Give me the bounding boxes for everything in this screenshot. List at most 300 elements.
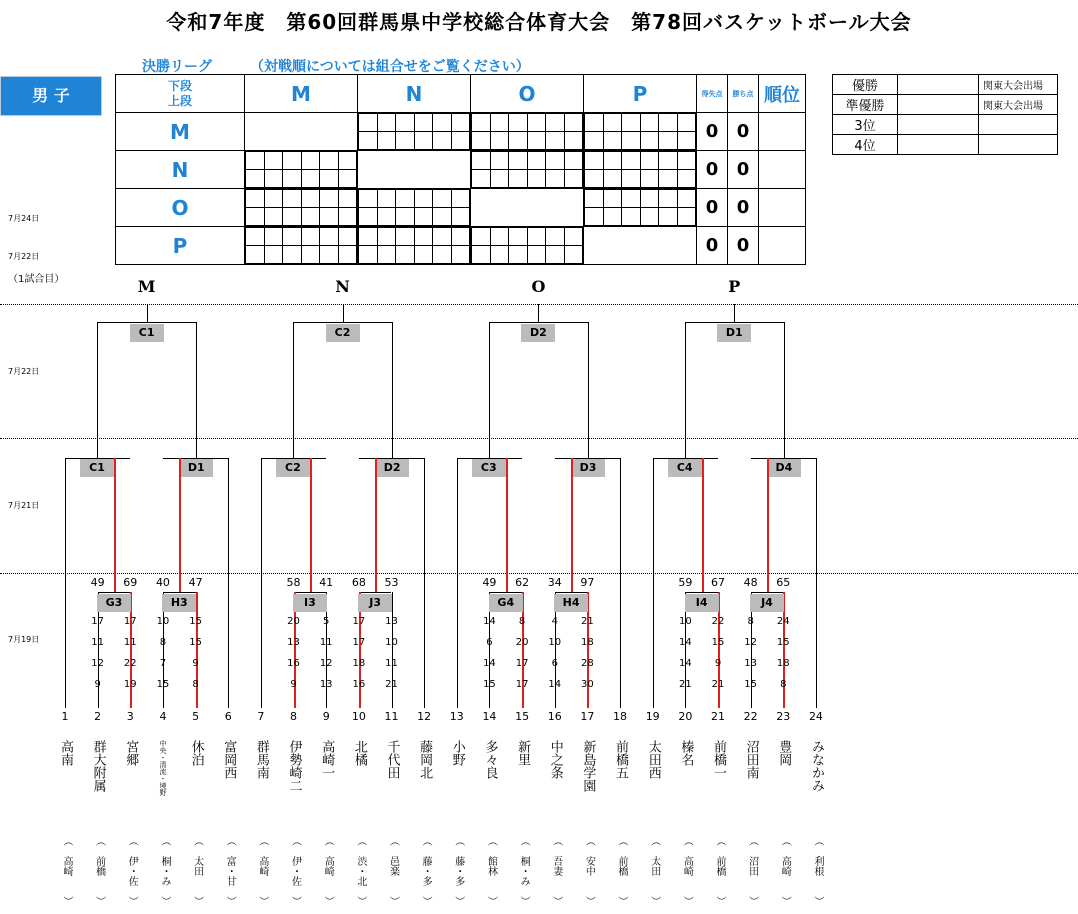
lost-points: 0 — [697, 113, 728, 151]
quarter-score: 15 — [189, 616, 202, 627]
paren: （ — [191, 836, 203, 846]
bracket-line — [359, 592, 392, 593]
team-area: 富・甘 — [224, 856, 236, 886]
seed-number: 15 — [515, 710, 530, 723]
paren: ） — [420, 896, 432, 906]
team-area: 邑楽 — [387, 856, 399, 876]
seed-number: 7 — [257, 710, 265, 723]
paren: （ — [224, 836, 236, 846]
paren: （ — [485, 836, 497, 846]
paren: （ — [289, 836, 301, 846]
bracket-line — [228, 458, 229, 708]
corner-upper: 上段 — [167, 93, 192, 108]
quarter-score: 10 — [548, 637, 562, 648]
team-area: 高崎 — [322, 856, 334, 876]
paren: ） — [256, 896, 268, 906]
match-box: I4 — [685, 594, 719, 612]
bracket-line — [555, 592, 588, 593]
paren: （ — [93, 836, 105, 846]
quarter-score: 17 — [352, 616, 366, 627]
game-score: 49 — [90, 576, 105, 589]
paren: ） — [126, 896, 138, 906]
quarter-score: 15 — [483, 679, 496, 690]
seed-number: 11 — [384, 710, 399, 723]
bracket-line — [163, 592, 196, 593]
team-area: 太田 — [191, 856, 203, 876]
lost-points-head: 得失点 — [697, 75, 728, 113]
bracket-line — [293, 322, 294, 458]
quarter-score: 12 — [744, 637, 757, 648]
quarter-score: 13 — [319, 679, 333, 690]
game-score: 58 — [286, 576, 301, 589]
team-name: 中央・清流・境野 — [158, 740, 167, 796]
group-label: N — [335, 277, 350, 296]
team-area: 藤・多 — [452, 856, 464, 886]
date-label: 7月22日 — [8, 367, 40, 376]
game-score: 49 — [482, 576, 497, 589]
seed-number: 16 — [547, 710, 562, 723]
game-score: 40 — [155, 576, 170, 589]
quarter-score: 22 — [123, 658, 137, 669]
match-box: G4 — [489, 594, 523, 612]
team-name: 千代田 — [384, 740, 400, 779]
team-area: 桐・み — [518, 856, 530, 886]
bracket-line — [734, 304, 735, 322]
quarter-score: 22 — [711, 616, 725, 627]
team-name: 休泊 — [188, 740, 204, 766]
seed-number: 19 — [645, 710, 660, 723]
result-label: 3位 — [833, 115, 898, 135]
bracket-line — [424, 458, 425, 708]
quarter-score: 12 — [319, 658, 333, 669]
quarter-score: 8 — [159, 637, 167, 648]
team-name: 多々良 — [482, 740, 498, 779]
paren: （ — [387, 836, 399, 846]
quarter-score: 11 — [385, 658, 398, 669]
rank-head: 順位 — [759, 75, 806, 113]
quarter-score: 10 — [156, 616, 170, 627]
match-box: G3 — [97, 594, 131, 612]
seed-number: 4 — [159, 710, 167, 723]
game-score: 67 — [711, 576, 725, 589]
team-name: 小野 — [449, 740, 465, 766]
bracket-line — [816, 458, 817, 708]
game-score: 97 — [580, 576, 595, 589]
win-points: 0 — [728, 113, 759, 151]
match-box: C4 — [668, 459, 702, 477]
match-box: J4 — [750, 594, 784, 612]
quarter-score: 13 — [287, 637, 300, 648]
team-area: 吾妻 — [550, 856, 562, 876]
team-area: 藤・多 — [420, 856, 432, 886]
paren: （ — [158, 836, 170, 846]
winner-line — [310, 458, 312, 592]
quarter-score: 9 — [192, 658, 199, 669]
quarter-score: 24 — [776, 616, 790, 627]
team-name: 群馬南 — [253, 740, 269, 779]
quarter-score: 14 — [483, 616, 496, 627]
seed-number: 12 — [417, 710, 432, 723]
date-label: 7月22日 — [8, 252, 40, 261]
col-head-o: O — [471, 75, 584, 113]
seed-number: 3 — [126, 710, 134, 723]
team-area: 沼田 — [746, 856, 758, 876]
team-name: 藤岡北 — [417, 740, 433, 779]
quarter-score: 13 — [744, 658, 757, 669]
paren: ） — [485, 896, 497, 906]
row-head: O — [116, 189, 245, 227]
winner-line — [506, 458, 508, 592]
bracket-line — [784, 322, 785, 458]
game-score: 47 — [188, 576, 203, 589]
win-points: 0 — [728, 151, 759, 189]
match-box: J3 — [358, 594, 392, 612]
paren: ） — [746, 896, 758, 906]
row-head: P — [116, 227, 245, 265]
paren: （ — [714, 836, 725, 846]
quarter-score: 11 — [91, 637, 104, 648]
match-box: D3 — [571, 459, 605, 477]
quarter-score: 6 — [486, 637, 493, 648]
page-title: 令和7年度 第60回群馬県中学校総合体育大会 第78回バスケットボール大会 — [166, 10, 912, 34]
match-box: C2 — [326, 324, 360, 342]
quarter-score: 15 — [744, 679, 757, 690]
lost-points: 0 — [697, 227, 728, 265]
paren: （ — [681, 836, 693, 846]
paren: ） — [811, 896, 823, 906]
paren: ） — [387, 896, 399, 906]
match-box: D2 — [521, 324, 555, 342]
quarter-score: 15 — [156, 679, 170, 690]
team-area: 前橋 — [93, 856, 105, 876]
bracket-line — [343, 304, 344, 322]
paren: （ — [550, 836, 562, 846]
match-box: D1 — [179, 459, 213, 477]
paren: ） — [452, 896, 464, 906]
seed-number: 20 — [678, 710, 693, 723]
league-label: 決勝リーグ — [142, 59, 212, 75]
paren: （ — [779, 836, 791, 846]
bracket-line — [588, 322, 589, 458]
team-area: 渋・北 — [354, 856, 366, 886]
quarter-score: 13 — [385, 616, 398, 627]
quarter-score: 14 — [678, 658, 692, 669]
paren: ） — [779, 896, 791, 906]
seed-number: 24 — [808, 710, 823, 723]
team-area: 高崎 — [681, 856, 693, 876]
bracket-line — [457, 458, 458, 708]
quarter-score: 17 — [515, 679, 529, 690]
result-note: 関東大会出場 — [979, 75, 1058, 95]
game-score: 48 — [743, 576, 758, 589]
quarter-score: 30 — [581, 679, 594, 690]
game-score: 69 — [123, 576, 138, 589]
paren: （ — [354, 836, 366, 846]
gender-badge: 男 子 — [0, 76, 102, 116]
bracket-line — [97, 322, 196, 323]
team-area: 利根 — [811, 856, 823, 876]
game-score: 59 — [678, 576, 693, 589]
date-label: 7月19日 — [8, 635, 40, 644]
bracket-line — [261, 458, 262, 708]
league-note: （対戦順については組合せをご覧ください） — [250, 59, 530, 75]
seed-number: 22 — [743, 710, 758, 723]
quarter-score: 14 — [548, 679, 562, 690]
paren: （ — [616, 836, 628, 846]
paren: （ — [420, 836, 432, 846]
team-name: 高南 — [58, 740, 73, 766]
quarter-score: 14 — [483, 658, 496, 669]
quarter-score: 11 — [319, 637, 333, 648]
group-label: P — [728, 277, 741, 296]
game-score: 65 — [776, 576, 791, 589]
team-area: 伊・佐 — [289, 856, 301, 886]
quarter-score: 17 — [123, 616, 137, 627]
quarter-score: 11 — [123, 637, 137, 648]
bracket-line — [685, 322, 686, 458]
corner-lower: 下段 — [167, 78, 192, 93]
quarter-score: 18 — [776, 658, 790, 669]
bracket-line — [98, 592, 131, 593]
team-name: 高崎一 — [319, 740, 335, 779]
quarter-score: 15 — [711, 637, 725, 648]
row-head: M — [116, 113, 245, 151]
paren: ） — [518, 896, 530, 906]
seed-number: 18 — [613, 710, 628, 723]
group-label: O — [531, 277, 546, 296]
bracket-line — [392, 322, 393, 458]
team-name: 豊岡 — [776, 740, 792, 766]
quarter-score: 21 — [678, 679, 692, 690]
game-score: 53 — [384, 576, 399, 589]
date-label: 7月21日 — [8, 501, 40, 510]
paren: （ — [452, 836, 464, 846]
team-area: 高崎 — [61, 856, 72, 876]
match-box: D2 — [375, 459, 409, 477]
team-name: 中之条 — [547, 740, 563, 779]
team-name: 伊勢崎二 — [286, 740, 302, 792]
result-note: 関東大会出場 — [979, 95, 1058, 115]
game-score: 34 — [547, 576, 562, 589]
match-box: D1 — [717, 324, 751, 342]
team-area: 高崎 — [779, 856, 791, 876]
paren: ） — [714, 896, 725, 906]
date-label: 7月24日 — [8, 214, 40, 223]
paren: （ — [648, 836, 660, 846]
seed-number: 21 — [711, 710, 725, 723]
team-name: 新里 — [515, 740, 531, 766]
quarter-score: 8 — [518, 616, 526, 627]
team-area: 前橋 — [616, 856, 628, 876]
quarter-score: 15 — [189, 637, 202, 648]
paren: （ — [61, 836, 72, 846]
team-name: 北橘 — [351, 740, 367, 766]
winner-line — [179, 458, 181, 592]
paren: （ — [583, 836, 595, 846]
match-box: H3 — [162, 594, 196, 612]
quarter-score: 18 — [352, 658, 366, 669]
paren: ） — [550, 896, 562, 906]
bracket-line — [685, 592, 718, 593]
bracket-line — [685, 322, 784, 323]
seed-number: 9 — [322, 710, 330, 723]
bracket-line — [620, 458, 621, 708]
quarter-score: 16 — [287, 658, 300, 669]
paren: ） — [224, 896, 236, 906]
quarter-score: 15 — [776, 637, 790, 648]
game-number-label: （1試合目） — [8, 274, 65, 285]
game-score: 68 — [351, 576, 366, 589]
paren: ） — [191, 896, 203, 906]
team-name: 沼田南 — [743, 740, 759, 779]
quarter-score: 8 — [747, 616, 754, 627]
paren: ） — [289, 896, 301, 906]
quarter-score: 9 — [290, 679, 297, 690]
bracket-line — [147, 304, 148, 322]
result-label: 優勝 — [833, 75, 898, 95]
result-label: 4位 — [833, 135, 898, 155]
paren: ） — [354, 896, 366, 906]
team-name: 前橋五 — [613, 740, 629, 779]
bracket-line — [489, 592, 522, 593]
seed-number: 6 — [224, 710, 232, 723]
paren: （ — [518, 836, 530, 846]
quarter-score: 17 — [91, 616, 104, 627]
team-area: 館林 — [485, 856, 497, 876]
winner-line — [114, 458, 116, 592]
match-box: C1 — [80, 459, 114, 477]
paren: ） — [61, 896, 72, 906]
quarter-score: 9 — [94, 679, 101, 690]
paren: ） — [322, 896, 334, 906]
quarter-score: 8 — [192, 679, 199, 690]
lost-points: 0 — [697, 151, 728, 189]
quarter-score: 21 — [711, 679, 725, 690]
paren: （ — [811, 836, 823, 846]
quarter-score: 21 — [385, 679, 398, 690]
quarter-score: 21 — [581, 616, 594, 627]
win-points-head: 勝ち点 — [728, 75, 759, 113]
win-points: 0 — [728, 189, 759, 227]
team-area: 太田 — [648, 856, 660, 876]
winner-line — [767, 458, 769, 592]
bracket-line — [65, 458, 66, 708]
bracket-line — [293, 322, 392, 323]
team-name: 宮郷 — [123, 740, 139, 766]
team-name: みなかみ — [808, 740, 824, 792]
col-head-n: N — [358, 75, 471, 113]
bracket-line — [653, 458, 654, 708]
bracket-line — [751, 592, 784, 593]
team-area: 桐・み — [158, 856, 170, 886]
lost-points: 0 — [697, 189, 728, 227]
bracket-line — [294, 592, 327, 593]
seed-number: 1 — [61, 710, 69, 723]
game-score: 62 — [515, 576, 530, 589]
paren: ） — [583, 896, 595, 906]
game-score: 41 — [319, 576, 334, 589]
quarter-score: 17 — [515, 658, 529, 669]
quarter-score: 4 — [551, 616, 558, 627]
match-box: H4 — [554, 594, 588, 612]
bracket-line — [489, 322, 588, 323]
bracket-line — [489, 322, 490, 458]
quarter-score: 8 — [780, 679, 787, 690]
quarter-score: 9 — [714, 658, 722, 669]
seed-number: 13 — [449, 710, 464, 723]
quarter-score: 14 — [678, 637, 692, 648]
match-box: D4 — [767, 459, 801, 477]
team-area: 伊・佐 — [126, 856, 138, 886]
quarter-score: 12 — [91, 658, 104, 669]
paren: （ — [256, 836, 268, 846]
match-box: I3 — [293, 594, 327, 612]
group-label: M — [137, 277, 156, 296]
team-area: 高崎 — [256, 856, 268, 876]
winner-line — [375, 458, 377, 592]
quarter-score: 6 — [551, 658, 558, 669]
paren: ） — [681, 896, 693, 906]
win-points: 0 — [728, 227, 759, 265]
quarter-score: 7 — [159, 658, 167, 669]
seed-number: 10 — [351, 710, 366, 723]
quarter-score: 20 — [515, 637, 529, 648]
paren: （ — [746, 836, 758, 846]
team-name: 新島学園 — [580, 740, 596, 792]
team-name: 太田西 — [645, 740, 661, 779]
seed-number: 14 — [482, 710, 497, 723]
quarter-score: 10 — [385, 637, 398, 648]
winner-line — [571, 458, 573, 592]
match-box: C2 — [276, 459, 310, 477]
quarter-score: 16 — [352, 679, 366, 690]
seed-number: 8 — [290, 710, 298, 723]
paren: （ — [126, 836, 138, 846]
paren: （ — [322, 836, 334, 846]
paren: ） — [93, 896, 105, 906]
row-head: N — [116, 151, 245, 189]
team-name: 富岡西 — [221, 740, 237, 779]
col-head-m: M — [245, 75, 358, 113]
result-label: 準優勝 — [833, 95, 898, 115]
paren: ） — [158, 896, 170, 906]
team-name: 前橋一 — [711, 740, 726, 779]
paren: ） — [648, 896, 660, 906]
team-area: 安中 — [583, 856, 595, 876]
bracket-line — [97, 322, 98, 458]
winner-line — [702, 458, 704, 592]
col-head-p: P — [584, 75, 697, 113]
team-area: 前橋 — [714, 856, 725, 876]
seed-number: 2 — [94, 710, 102, 723]
bracket-line — [538, 304, 539, 322]
seed-number: 17 — [580, 710, 595, 723]
quarter-score: 20 — [287, 616, 300, 627]
paren: ） — [616, 896, 628, 906]
match-box: C1 — [130, 324, 164, 342]
team-name: 榛名 — [678, 740, 694, 766]
quarter-score: 5 — [323, 616, 330, 627]
seed-number: 23 — [776, 710, 791, 723]
bracket-line — [196, 322, 197, 458]
quarter-score: 10 — [678, 616, 692, 627]
quarter-score: 17 — [352, 637, 366, 648]
quarter-score: 19 — [123, 679, 137, 690]
quarter-score: 28 — [581, 658, 594, 669]
seed-number: 5 — [192, 710, 200, 723]
quarter-score: 18 — [581, 637, 594, 648]
team-name: 群大附属 — [90, 740, 106, 792]
